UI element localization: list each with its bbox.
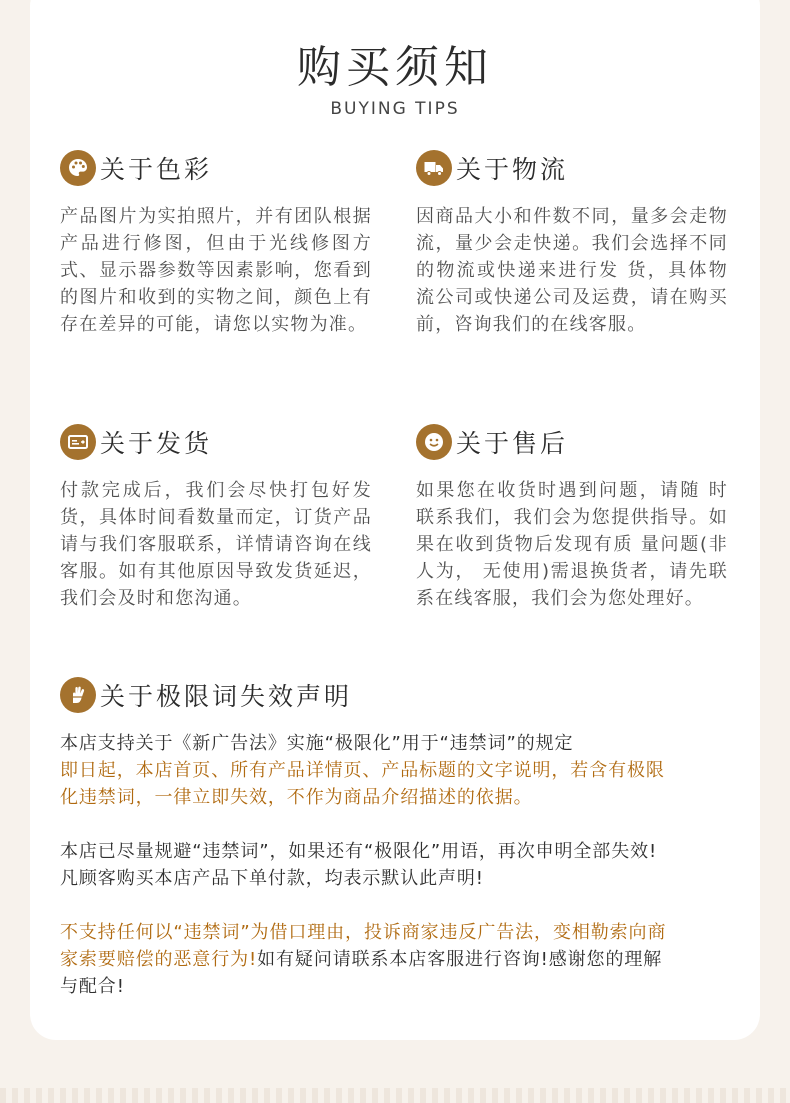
palette-icon (60, 150, 96, 186)
section-aftersales-header (416, 423, 568, 461)
disclaimer-line-7-rest: 如有疑问请联系本店客服进行咨询!感谢您的理解 (257, 949, 663, 970)
section-color-header (60, 149, 212, 187)
section-disclaimer-header (60, 676, 352, 714)
disclaimer-line-1: 本店支持关于《新广告法》实施“极限化”用于“违禁词”的规定 (60, 733, 574, 754)
disclaimer-line-5: 凡顾客购买本店产品下单付款，均表示默认此声明! (60, 868, 484, 889)
truck-icon (416, 150, 452, 186)
section-color-text: 产品图片为实拍照片，并有团队根据产品进行修图，但由于光线修图方式、显示器参数等因素影响，您看到的图片和收到的实物之间，颜色上有存在差异的可能，请您以实物为准。 (60, 206, 372, 335)
smile-icon (416, 424, 452, 460)
section-shipping-text: 付款完成后，我们会尽快打包好发货，具体时间看数量而定，订货产品请与我们客服联系，详情请咨询在线客服。如有其他原因导致发货延迟，我们会及时和您沟通。 (60, 480, 372, 609)
disclaimer-line-6: 不支持任何以“违禁词”为借口理由，投诉商家违反广告法，变相勒索向商 (60, 922, 667, 943)
disclaimer-line-7 (60, 946, 662, 973)
section-aftersales-text: 如果您在收货时遇到问题，请随 时联系我们，我们会为您提供指导。如果在收到货物后发现有质 量问题(非人为， 无使用)需退换货者，请先联系在线客服，我们会为您处理好。 (416, 480, 728, 609)
section-color-title: 关于色彩 (100, 155, 213, 184)
disclaimer-line-4: 本店已尽量规避“违禁词”，如果还有“极限化”用语，再次申明全部失效! (60, 841, 658, 862)
disclaimer-line-3: 化违禁词，一律立即失效，不作为商品介绍描述的依据。 (60, 787, 533, 808)
card-icon (60, 424, 96, 460)
section-logistics-header (416, 149, 568, 187)
section-shipping-header (60, 423, 212, 461)
hand-icon (60, 677, 96, 713)
page-title: 购买须知 (297, 42, 493, 93)
section-disclaimer-title: 关于极限词失效声明 (100, 682, 353, 711)
bottom-decoration (0, 1088, 790, 1103)
section-logistics-text: 因商品大小和件数不同，量多会走物流，量少会走快递。我们会选择不同的物流或快递来进行发 货，具体物流公司或快递公司及运费，请在购买前，咨询我们的在线客服。 (416, 206, 728, 335)
section-logistics-title: 关于物流 (456, 155, 569, 184)
section-aftersales-title: 关于售后 (456, 429, 569, 458)
disclaimer-line-7-highlight: 家索要赔偿的恶意行为! (60, 949, 258, 970)
section-shipping-title: 关于发货 (100, 429, 213, 458)
disclaimer-line-2: 即日起，本店首页、所有产品详情页、产品标题的文字说明，若含有极限 (60, 760, 665, 781)
page-subtitle: BUYING TIPS (330, 99, 460, 119)
disclaimer-line-8: 与配合! (60, 976, 125, 997)
